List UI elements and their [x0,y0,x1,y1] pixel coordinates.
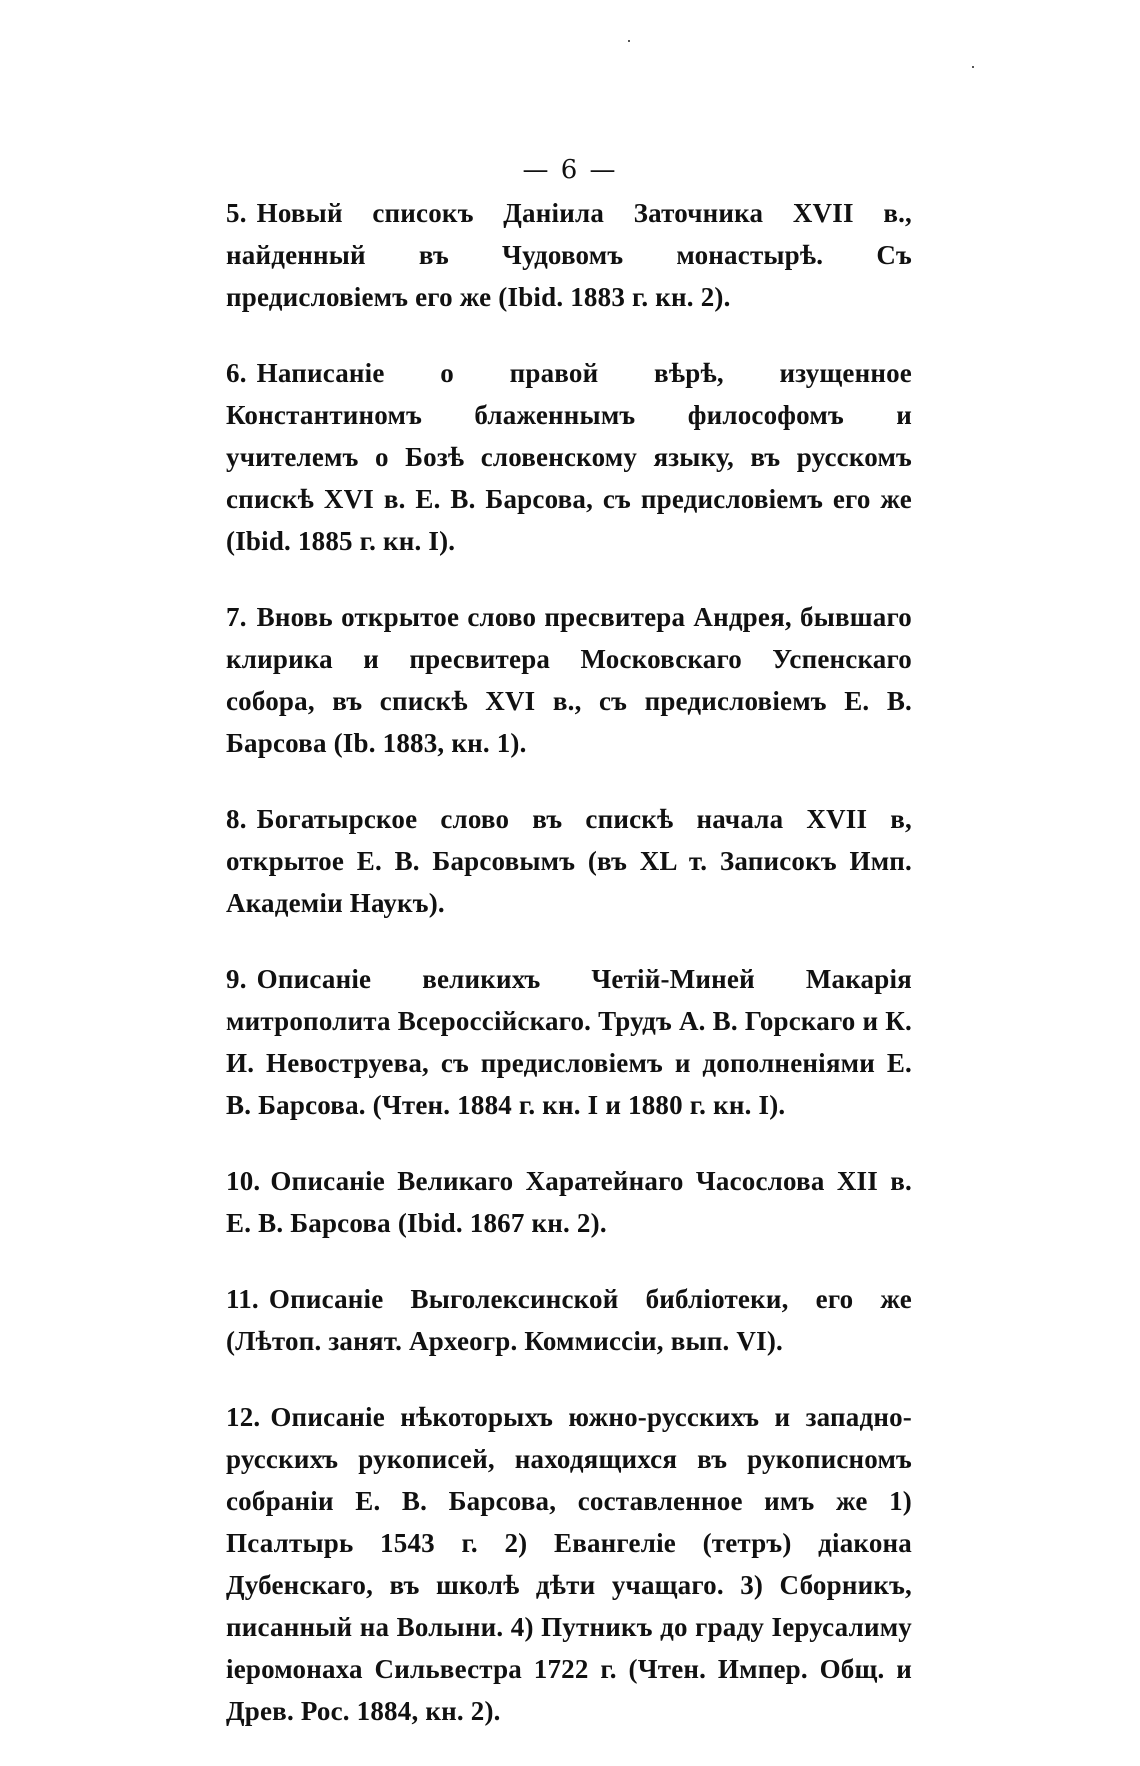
list-item [226,192,912,318]
entry-text: Описанiе нѣкоторыхъ южно-русскихъ и западно-русскихъ рукописей, находящихся въ рукописномъ собранiи Е. В. Барсова, составленное имъ же 1) Псалтырь 1543 г. 2) Евангелiе (тетръ) дiакона Дубенскаго, въ школѣ дѣти учащаго. 3) Сборникъ, писанный на Волыни. 4) Путникъ до граду Iерусалиму iеромонаха Сильвестра 1722 г. (Чтен. Импер. Общ. и Древ. Рос. 1884, кн. 2). [226,1402,912,1726]
entry-number: 10. [226,1166,261,1196]
bibliography-list [226,192,912,1766]
page-number: — 6 — [522,155,618,185]
entry-number: 5. [226,198,247,228]
list-item [226,1396,912,1732]
entry-text: Новый списокъ Данiила Заточника XVII в., найденный въ Чудовомъ монастырѣ. Съ предисловiемъ его же (Ibid. 1883 г. кн. 2). [226,198,912,312]
entry-number: 12. [226,1402,261,1432]
entry-text: Вновь открытое слово пресвитера Андрея, бывшаго клирика и пресвитера Московскаго Успенскаго собора, въ спискѣ XVI в., съ предисловiемъ Е. В. Барсова (Ib. 1883, кн. 1). [226,602,912,758]
entry-number: 7. [226,602,247,632]
entry-number: 8. [226,804,247,834]
list-item [226,798,912,924]
entry-text: Написанiе о правой вѣрѣ, изущенное Константиномъ блаженнымъ философомъ и учителемъ о Бозѣ словенскому языку, въ русскомъ спискѣ XVI в. Е. В. Барсова, съ предисловiемъ его же (Ibid. 1885 г. кн. I). [226,358,912,556]
entry-text: Описанiе великихъ Четiй-Миней Макарiя митрополита Всероссiйскаго. Трудъ А. В. Горскаго и К. И. Невоструева, съ предисловiемъ и дополненiями Е. В. Барсова. (Чтен. 1884 г. кн. I и 1880 г. кн. I). [226,964,912,1120]
list-item [226,1278,912,1362]
entry-text: Описанiе Выголексинской библiотеки, его же (Лѣтоп. занят. Археогр. Коммиссiи, вып. VI). [226,1284,912,1356]
entry-number: 11. [226,1284,259,1314]
entry-text: Описанiе Великаго Харатейнаго Часослова XII в. Е. В. Барсова (Ibid. 1867 кн. 2). [226,1166,912,1238]
list-item [226,958,912,1126]
entry-number: 9. [226,964,247,994]
entry-text: Богатырское слово въ спискѣ начала XVII в, открытое Е. В. Барсовымъ (въ XL т. Записокъ Имп. Академiи Наукъ). [226,804,912,918]
list-item [226,596,912,764]
entry-number: 6. [226,358,247,388]
list-item [226,1160,912,1244]
scan-speck [972,66,974,68]
scan-speck [628,40,630,42]
list-item [226,352,912,562]
